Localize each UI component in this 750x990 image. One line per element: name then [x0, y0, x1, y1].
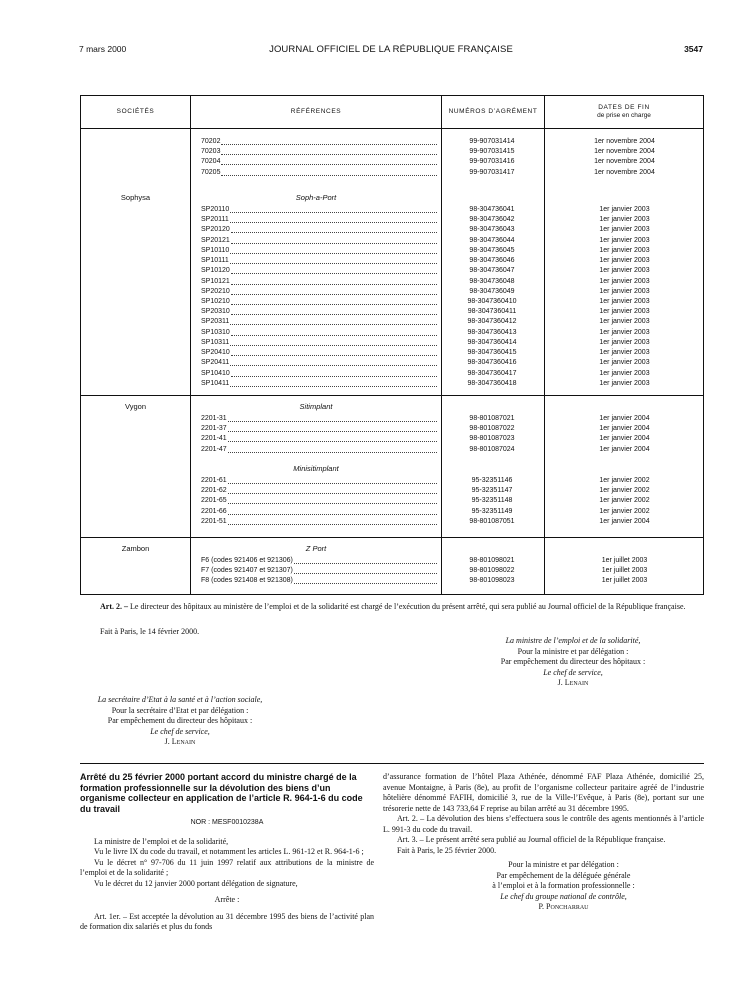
end-date: 1er janvier 2003 [599, 226, 650, 234]
agrement-number: 99-907031415 [469, 148, 515, 156]
reference-code: SP20111 [201, 216, 229, 224]
sig-right-l1: La ministre de l’emploi et de la solidarité, [505, 636, 641, 645]
end-date: 1er janvier 2004 [599, 425, 650, 433]
reference-code: SP20210 [201, 287, 230, 295]
table-row [81, 496, 703, 506]
table-row [81, 157, 703, 167]
reference-cell [201, 338, 437, 348]
reference-code: SP20310 [201, 308, 230, 316]
sig-left-l5: J. Lenain [164, 737, 196, 746]
dot-leader [228, 517, 437, 525]
dot-leader [221, 157, 437, 165]
arrete-art1: Art. 1er. – Est acceptée la dévolution au 31 décembre 1995 des biens de l’activité plan de formation dix salariés et plus du fonds [80, 911, 374, 931]
reference-cell [201, 556, 437, 566]
reference-code: SP20410 [201, 349, 230, 357]
agrement-number: 99-907031414 [469, 138, 515, 145]
table-row [81, 424, 703, 434]
dot-leader [231, 266, 437, 274]
reference-code: SP20110 [201, 206, 230, 213]
table-row [81, 414, 703, 424]
reference-code: 2201-51 [201, 517, 227, 525]
dot-leader [230, 256, 437, 264]
agrement-number: 99-907031416 [469, 158, 515, 166]
dot-leader [221, 168, 437, 176]
table-row [81, 576, 703, 586]
agrement-number: 98-304736046 [469, 257, 515, 265]
table-row [81, 287, 703, 297]
product-minisitimplant: Minisitimplant [293, 464, 339, 473]
reference-code: 70202 [201, 138, 221, 145]
reference-code: F6 (codes 921406 et 921306) [201, 557, 293, 564]
dot-leader [230, 215, 437, 223]
arrete-vu-3: Vu le décret du 12 janvier 2000 portant délégation de signature, [94, 878, 298, 888]
reference-code: SP20411 [201, 359, 230, 367]
reference-cell [201, 476, 437, 486]
reference-cell [201, 414, 437, 424]
reference-cell [201, 369, 437, 379]
table-row [81, 205, 703, 215]
dot-leader [228, 486, 437, 494]
end-date: 1er novembre 2004 [594, 158, 655, 166]
signature-left [60, 695, 300, 748]
table-row [81, 137, 703, 147]
table-row [81, 379, 703, 389]
reference-cell [201, 424, 437, 434]
societe-sophysa: Sophysa [120, 193, 151, 202]
agrement-number: 95-32351146 [471, 477, 513, 484]
reference-cell [201, 215, 437, 225]
arrete-art2: Art. 2. – La dévolution des biens s’effectuera sous le contrôle des agents mentionnés à l’article L. 991-3 du code du travail. [383, 814, 704, 834]
end-date: 1er novembre 2004 [594, 138, 655, 145]
agrement-number: 98-801087021 [469, 415, 515, 422]
agrement-number: 98-801098023 [469, 577, 515, 585]
end-date: 1er janvier 2003 [599, 287, 650, 295]
agrement-number: 98-304736049 [469, 287, 515, 295]
table-row [81, 486, 703, 496]
reference-cell [201, 168, 437, 178]
end-date: 1er janvier 2003 [599, 297, 650, 305]
reference-cell [201, 147, 437, 157]
signature-right [460, 636, 686, 689]
reference-code: SP10120 [201, 267, 230, 275]
dot-leader [228, 476, 437, 484]
arrete-fait: Fait à Paris, le 25 février 2000. [397, 845, 497, 855]
end-date: 1er janvier 2003 [599, 236, 650, 244]
agrement-number: 98-3047360415 [467, 349, 517, 357]
arrete-heading: Arrête : [214, 895, 240, 904]
dot-leader [294, 566, 437, 574]
reference-cell [201, 277, 437, 287]
dot-leader [294, 556, 437, 564]
reference-cell [201, 266, 437, 276]
product-z-port: Z Port [305, 544, 327, 553]
end-date: 1er juillet 2003 [601, 567, 648, 575]
sig-left-l3: Par empêchement du directeur des hôpitaux : [107, 716, 253, 725]
end-date: 1er janvier 2004 [599, 517, 650, 525]
reference-code: SP10411 [201, 379, 230, 387]
header-divider [81, 128, 703, 129]
agrement-number: 98-3047360417 [467, 369, 517, 377]
arrete-sig-l5: P. Poncharrau [538, 902, 589, 911]
reference-code: SP10210 [201, 297, 230, 305]
table-row [81, 445, 703, 455]
dot-leader [230, 338, 437, 346]
arrete-sig-l2: Par empêchement de la déléguée générale [496, 870, 631, 880]
table-row [81, 256, 703, 266]
agrement-number: 98-3047360418 [467, 379, 517, 387]
end-date: 1er janvier 2003 [599, 369, 650, 377]
nor-reference: NOR : MESF0010238A [190, 819, 264, 826]
arrete-left-column [80, 772, 374, 933]
agrement-table [80, 95, 704, 595]
dot-leader [231, 277, 437, 285]
arrete-title: Arrêté du 25 février 2000 portant accord du ministre chargé de la formation professionnelle sur la dévolution des biens d’un organisme collecteur en application de l’article R. 964-1-6 du code du travail [80, 772, 363, 814]
agrement-number: 98-3047360410 [467, 297, 517, 305]
table-row [81, 476, 703, 486]
dot-leader [230, 317, 437, 325]
reference-code: 2201-47 [201, 445, 227, 453]
table-row [81, 434, 703, 444]
reference-cell [201, 517, 437, 527]
reference-cell [201, 137, 437, 147]
page-header [79, 44, 703, 58]
reference-code: 2201-37 [201, 425, 227, 433]
reference-code: 2201-41 [201, 435, 227, 443]
agrement-number: 95-32351147 [471, 487, 513, 495]
end-date: 1er janvier 2003 [599, 267, 650, 275]
end-date: 1er janvier 2003 [599, 216, 650, 224]
arrete-right-column [383, 772, 704, 913]
reference-cell [201, 225, 437, 235]
table-row [81, 168, 703, 178]
dot-leader [230, 358, 437, 366]
sig-left-l4: Le chef de service, [150, 726, 210, 736]
agrement-number: 98-304736043 [469, 226, 515, 234]
dot-leader [231, 297, 437, 305]
end-date: 1er janvier 2002 [599, 507, 650, 515]
dot-leader [228, 445, 437, 453]
reference-code: SP20120 [201, 226, 230, 234]
dot-leader [228, 507, 437, 515]
column-header-numeros: NUMÉROS D’AGRÉMENT [448, 108, 538, 115]
agrement-number: 98-3047360412 [467, 318, 517, 326]
reference-cell [201, 434, 437, 444]
reference-cell [201, 307, 437, 317]
reference-code: 70205 [201, 168, 221, 176]
agrement-number: 98-801087051 [469, 517, 515, 525]
header-date: 7 mars 2000 [79, 44, 127, 54]
dot-leader [230, 246, 437, 254]
end-date: 1er janvier 2003 [599, 328, 650, 336]
table-row [81, 328, 703, 338]
arrete-sig-l3: à l’emploi et à la formation professionnelle : [492, 881, 635, 890]
end-date: 1er janvier 2003 [599, 246, 650, 254]
sig-right-l2: Pour la ministre et par délégation : [517, 646, 629, 656]
reference-cell [201, 256, 437, 266]
table-row [81, 225, 703, 235]
agrement-number: 98-3047360413 [467, 328, 517, 336]
end-date: 1er janvier 2003 [599, 257, 650, 265]
reference-cell [201, 445, 437, 455]
dot-leader [294, 576, 437, 584]
table-row [81, 556, 703, 566]
agrement-number: 98-304736044 [469, 236, 515, 244]
end-date: 1er janvier 2002 [599, 477, 650, 484]
table-row [81, 147, 703, 157]
reference-code: F8 (codes 921408 et 921308) [201, 577, 293, 585]
reference-cell [201, 507, 437, 517]
sig-left-l1: La secrétaire d’Etat à la santé et à l’action sociale, [97, 695, 263, 704]
column-header-dates [545, 96, 703, 128]
end-date: 1er janvier 2003 [599, 206, 650, 213]
reference-cell [201, 246, 437, 256]
dot-leader [221, 137, 437, 145]
dot-leader [228, 496, 437, 504]
end-date: 1er janvier 2004 [599, 445, 650, 453]
arrete-vu-2: Vu le décret n° 97-706 du 11 juin 1997 relatif aux attributions de la ministre de l’emploi et de la solidarité ; [80, 857, 374, 877]
column-header-dates-line1: DATES DE FIN [598, 104, 650, 111]
agrement-number: 98-3047360414 [467, 338, 517, 346]
agrement-number: 98-801098022 [469, 567, 515, 575]
end-date: 1er janvier 2003 [599, 308, 650, 316]
art2-paragraph [80, 602, 704, 613]
reference-cell [201, 287, 437, 297]
reference-code: 70203 [201, 148, 221, 156]
table-row [81, 517, 703, 527]
agrement-number: 98-304736042 [469, 216, 515, 224]
dot-leader [231, 328, 437, 336]
reference-code: F7 (codes 921407 et 921307) [201, 567, 293, 575]
agrement-number: 98-304736041 [469, 206, 515, 213]
reference-code: SP20121 [201, 236, 230, 244]
column-header-references: RÉFÉRENCES [290, 108, 342, 115]
table-row [81, 266, 703, 276]
table-row [81, 358, 703, 368]
table-row [81, 297, 703, 307]
table-row [81, 338, 703, 348]
reference-cell [201, 566, 437, 576]
sig-right-l3: Par empêchement du directeur des hôpitaux : [500, 657, 646, 666]
arrete-art1-continued: d’assurance formation de l’hôtel Plaza Athénée, dénommé FAF Plaza Athénée, domicilié 25, avenue Montaigne, à Paris (8e), au profit de l’organisme collecteur paritaire agréé de l’industrie hôtelière dénommé FAFIH, domicilié 3, rue de la Ville-l’Evêque, à Paris (8e), portant sur une trésorerie nette de 143 733,64 F reprise au bilan arrêté au 31 décembre 1995. [383, 772, 704, 813]
column-header-societes: SOCIÉTÉS [116, 108, 155, 115]
reference-cell [201, 576, 437, 586]
product-soph-a-port: Soph-a-Port [295, 193, 337, 202]
end-date: 1er novembre 2004 [594, 148, 655, 156]
arrete-minister: La ministre de l’emploi et de la solidarité, [94, 836, 229, 846]
agrement-number: 98-801087023 [469, 435, 515, 443]
reference-cell [201, 236, 437, 246]
sig-right-l4: Le chef de service, [543, 667, 603, 677]
end-date: 1er janvier 2003 [599, 349, 650, 357]
end-date: 1er novembre 2004 [594, 168, 655, 176]
agrement-number: 98-3047360416 [467, 359, 517, 367]
end-date: 1er janvier 2003 [599, 379, 650, 387]
reference-code: SP10410 [201, 369, 230, 377]
end-date: 1er janvier 2002 [599, 497, 650, 505]
dot-leader [228, 434, 437, 442]
dot-leader [231, 225, 437, 233]
dot-leader [228, 414, 437, 422]
reference-code: 70204 [201, 158, 221, 166]
agrement-number: 99-907031417 [469, 168, 515, 176]
end-date: 1er janvier 2003 [599, 359, 650, 367]
table-row [81, 566, 703, 576]
reference-code: SP10310 [201, 328, 230, 336]
reference-cell [201, 379, 437, 389]
reference-code: SP10311 [201, 338, 230, 346]
product-sitimplant: Sitimplant [299, 402, 333, 411]
dot-leader [228, 424, 437, 432]
reference-cell [201, 496, 437, 506]
agrement-number: 98-801087024 [469, 445, 515, 453]
row-divider [81, 395, 703, 396]
agrement-number: 98-801098021 [469, 557, 515, 564]
reference-cell [201, 358, 437, 368]
table-row [81, 246, 703, 256]
societe-vygon: Vygon [125, 402, 146, 411]
reference-cell [201, 328, 437, 338]
header-page-number: 3547 [684, 44, 703, 54]
end-date: 1er janvier 2003 [599, 277, 650, 285]
arrete-signature [383, 860, 704, 913]
sig-right-l5: J. Lenain [557, 678, 589, 687]
table-row [81, 369, 703, 379]
table-row [81, 307, 703, 317]
end-date: 1er juillet 2003 [601, 577, 648, 585]
end-date: 1er janvier 2003 [599, 338, 650, 346]
dot-leader [231, 348, 437, 356]
agrement-number: 98-801087022 [469, 425, 515, 433]
reference-cell [201, 317, 437, 327]
end-date: 1er janvier 2004 [599, 415, 650, 422]
reference-code: 2201-62 [201, 487, 227, 495]
reference-cell [201, 297, 437, 307]
header-journal-title: JOURNAL OFFICIEL DE LA RÉPUBLIQUE FRANÇAISE [269, 44, 513, 55]
end-date: 1er janvier 2002 [599, 487, 650, 495]
dot-leader [231, 307, 437, 315]
agrement-number: 98-3047360411 [467, 308, 517, 316]
reference-code: SP20311 [201, 318, 230, 326]
societe-zambon: Zambon [121, 544, 150, 553]
reference-cell [201, 348, 437, 358]
reference-cell [201, 486, 437, 496]
reference-code: 2201-66 [201, 507, 227, 515]
agrement-number: 98-304736047 [469, 267, 515, 275]
arrete-art3: Art. 3. – Le présent arrêté sera publié au Journal officiel de la République française. [397, 835, 666, 844]
table-row [81, 236, 703, 246]
sig-left-l2: Pour la secrétaire d’Etat et par délégation : [111, 705, 249, 715]
agrement-number: 95-32351149 [471, 507, 513, 515]
reference-code: SP10110 [201, 246, 230, 254]
table-row [81, 348, 703, 358]
art2-label: Art. 2. – [100, 602, 128, 611]
agrement-number: 98-304736048 [469, 277, 515, 285]
arrete-sig-l1: Pour la ministre et par délégation : [508, 860, 619, 869]
dot-leader [231, 287, 437, 295]
reference-code: SP10111 [201, 257, 229, 265]
reference-code: 2201-31 [201, 415, 227, 422]
dot-leader [230, 379, 437, 387]
reference-code: SP10121 [201, 277, 230, 285]
dot-leader [230, 205, 437, 213]
art2-fait: Fait à Paris, le 14 février 2000. [100, 627, 200, 636]
table-row [81, 317, 703, 327]
end-date: 1er janvier 2004 [599, 435, 650, 443]
reference-code: 2201-65 [201, 497, 227, 505]
end-date: 1er janvier 2003 [599, 318, 650, 326]
section-divider [80, 763, 704, 764]
arrete-vu-1: Vu le livre IX du code du travail, et notamment les articles L. 961-12 et R. 964-1-6 ; [94, 847, 364, 856]
table-row [81, 215, 703, 225]
agrement-number: 98-304736045 [469, 246, 515, 254]
table-row [81, 507, 703, 517]
dot-leader [231, 236, 437, 244]
table-row [81, 277, 703, 287]
art2-text: Le directeur des hôpitaux au ministère de l’emploi et de la solidarité est chargé de l’exécution du présent arrêté, qui sera publié au Journal officiel de la République française. [130, 602, 686, 611]
reference-code: 2201-61 [201, 477, 227, 484]
arrete-sig-l4: Le chef du groupe national de contrôle, [500, 891, 627, 901]
row-divider [81, 537, 703, 538]
dot-leader [231, 369, 437, 377]
agrement-number: 95-32351148 [471, 497, 513, 505]
end-date: 1er juillet 2003 [601, 557, 648, 564]
dot-leader [221, 147, 437, 155]
reference-cell [201, 157, 437, 167]
column-header-dates-line2: de prise en charge [597, 112, 651, 119]
reference-cell [201, 205, 437, 215]
